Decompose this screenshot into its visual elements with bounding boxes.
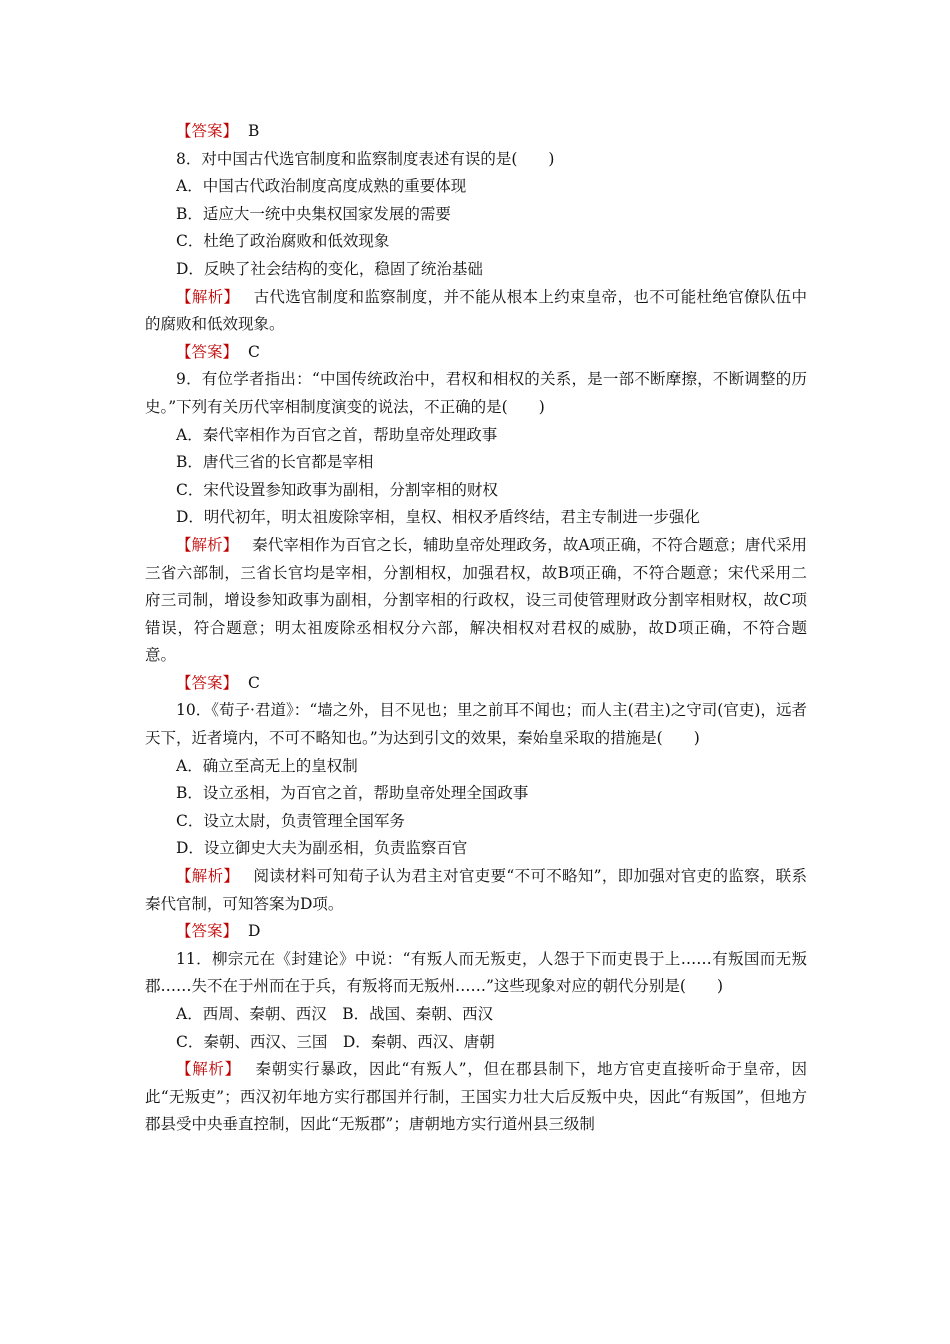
- q9-option-a: A．秦代宰相作为百官之首，帮助皇帝处理政事: [176, 425, 498, 444]
- answer-tag: 【答案】: [176, 922, 239, 941]
- q9-option-b: B．唐代三省的长官都是宰相: [176, 453, 374, 472]
- q9-stem: 9．有位学者指出：“中国传统政治中，君权和相权的关系，是一部不断摩擦，不断调整的历史。”下列有关历代宰相制度演变的说法，不正确的是( ): [145, 370, 807, 416]
- q10-answer-line: [145, 918, 807, 946]
- q11-stem: 11．柳宗元在《封建论》中说：“有叛人而无叛吏，人怨于下而吏畏于上……有叛国而无叛郡……失不在于州而在于兵，有叛将而无叛州……”这些现象对应的朝代分别是( ): [145, 949, 807, 996]
- analysis-text: 阅读材料可知荀子认为君主对官吏要“不可不略知”，即加强对官吏的监察，联系秦代官制，可知答案为D项。: [145, 867, 807, 913]
- answer-value: B: [248, 122, 260, 140]
- answer-tag: 【答案】: [176, 122, 239, 140]
- analysis-tag: 【解析】: [176, 535, 239, 554]
- q10-option-a: A．确立至高无上的皇权制: [176, 756, 358, 775]
- analysis-text: 秦朝实行暴政，因此“有叛人”，但在郡县制下，地方官吏直接听命于皇帝，因此“无叛吏”；西汉初年地方实行郡国并行制，王国实力壮大后反叛中央，因此“有叛国”，但地方郡县受中央垂直控制，因此“无叛郡”；唐朝地方实行道州县三级制: [145, 1060, 807, 1134]
- answer-value: D: [248, 922, 261, 941]
- q8-option-a: A．中国古代政治制度高度成熟的重要体现: [176, 177, 467, 196]
- analysis-tag: 【解析】: [176, 287, 240, 306]
- q11-option-row-2: C．秦朝、西汉、三国 D．秦朝、西汉、唐朝: [176, 1032, 495, 1051]
- q10-option-b: B．设立丞相，为百官之首，帮助皇帝处理全国政事: [176, 784, 529, 803]
- analysis-tag: 【解析】: [176, 867, 240, 886]
- analysis-text: 古代选官制度和监察制度，并不能从根本上约束皇帝，也不可能杜绝官僚队伍中的腐败和低效现象。: [145, 287, 807, 334]
- q8-answer-line: [145, 339, 807, 367]
- document-page: [145, 118, 807, 1139]
- q8-stem: 8．对中国古代选官制度和监察制度表述有误的是( ): [176, 149, 555, 168]
- q8-option-d: D．反映了社会结构的变化，稳固了统治基础: [176, 259, 483, 278]
- q10-option-d: D．设立御史大夫为副丞相，负责监察百官: [176, 839, 468, 858]
- q7-answer-line: [145, 118, 807, 146]
- q9-option-d: D．明代初年，明太祖废除宰相，皇权、相权矛盾终结，君主专制进一步强化: [176, 508, 700, 527]
- analysis-tag: 【解析】: [176, 1060, 241, 1079]
- q8-option-c: C．杜绝了政治腐败和低效现象: [176, 232, 390, 251]
- q9-analysis: [145, 532, 807, 670]
- q11-option-row-1: A．西周、秦朝、西汉 B．战国、秦朝、西汉: [176, 1005, 494, 1023]
- q8-option-b: B．适应大一统中央集权国家发展的需要: [176, 204, 451, 223]
- answer-value: C: [248, 673, 260, 692]
- answer-value: C: [248, 342, 260, 361]
- q8-analysis: [145, 284, 807, 339]
- q10-stem: 10．《荀子·君道》：“墙之外，目不见也；里之前耳不闻也；而人主(君主)之守司(官吏)，远者天下，近者境内，不可不略知也。”为达到引文的效果，秦始皇采取的措施是( ): [145, 701, 807, 748]
- answer-tag: 【答案】: [176, 342, 239, 361]
- q11-analysis: [145, 1056, 807, 1139]
- q9-answer-line: [145, 670, 807, 698]
- analysis-text: 秦代宰相作为百官之长，辅助皇帝处理政务，故A项正确，不符合题意；唐代采用三省六部制，三省长官均是宰相，分割相权，加强君权，故B项正确，不符合题意；宋代采用二府三司制，增设参知政事为副相，分割宰相的行政权，设三司使管理财政分割宰相财权，故C项错误，符合题意；明太祖废除丞相权分六部，解决相权对君权的威胁，故D项正确，不符合题意。: [145, 535, 807, 665]
- answer-tag: 【答案】: [176, 673, 239, 692]
- q9-option-c: C．宋代设置参知政事为副相，分割宰相的财权: [176, 480, 498, 499]
- q10-option-c: C．设立太尉，负责管理全国军务: [176, 811, 405, 830]
- q10-analysis: [145, 863, 807, 918]
